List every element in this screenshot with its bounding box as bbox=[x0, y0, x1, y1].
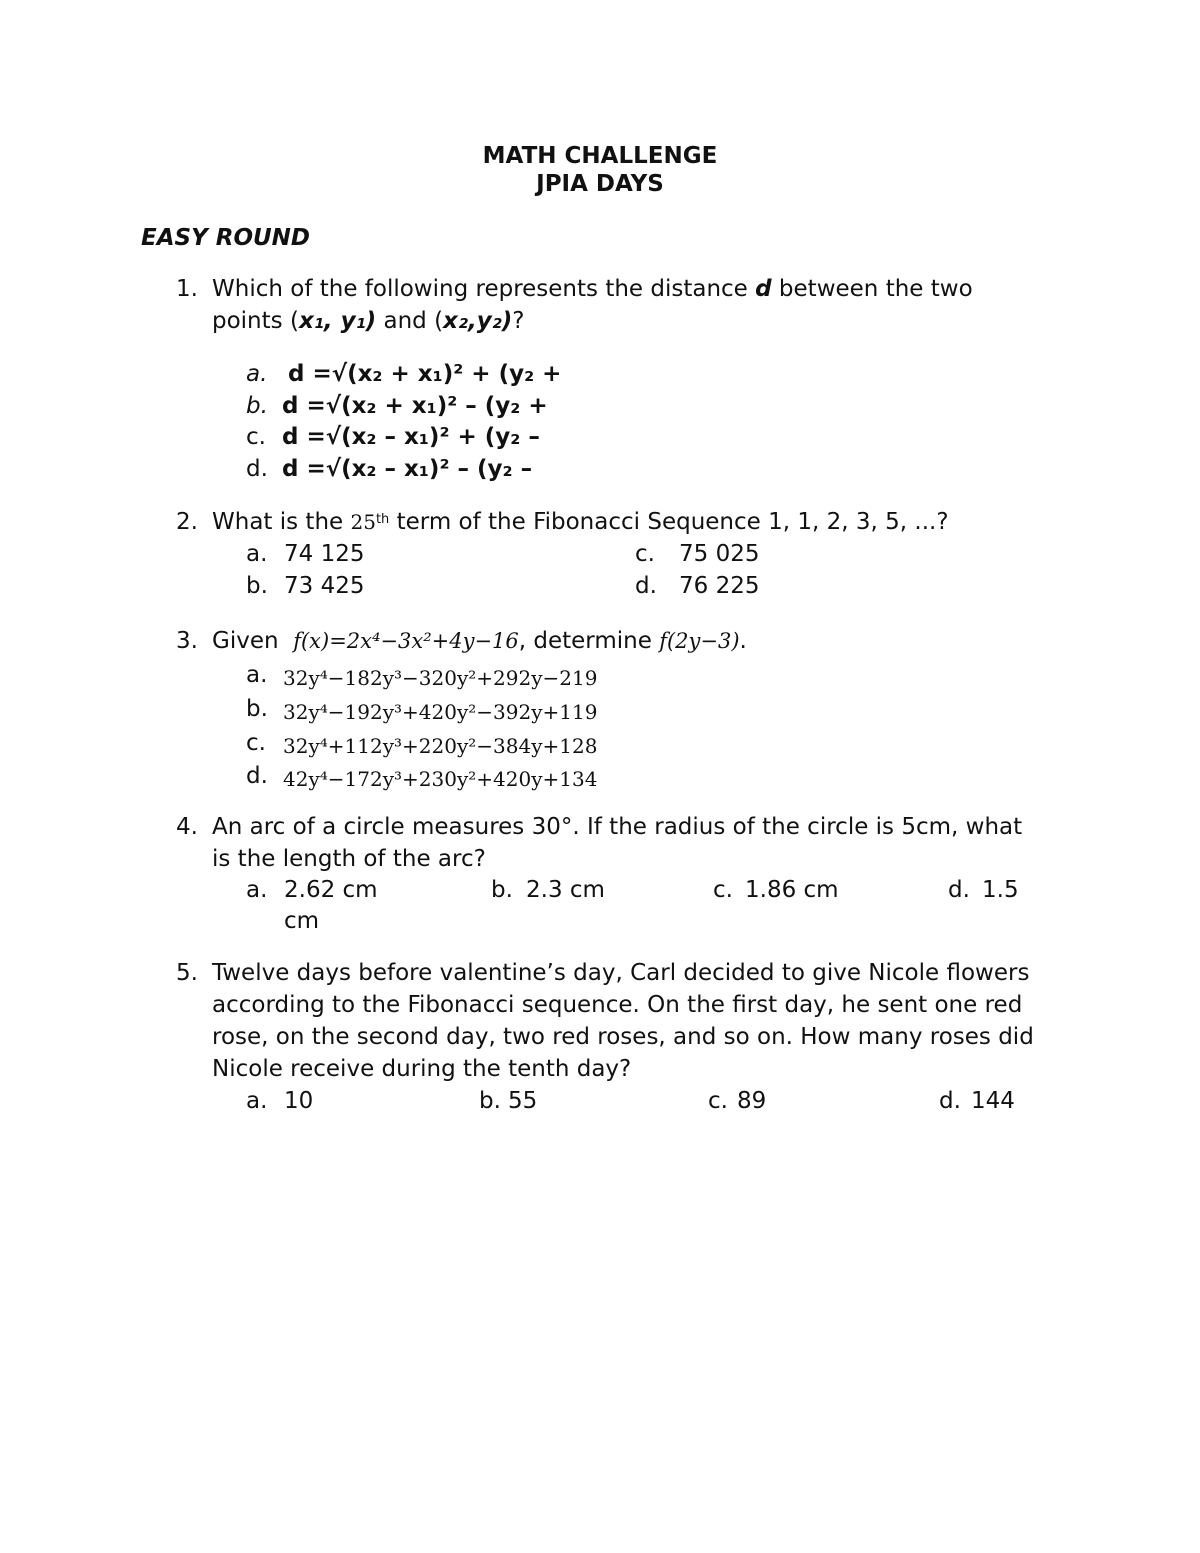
q2-text: What is the 25th term of the Fibonacci Sequence 1, 1, 2, 3, 5, ...? bbox=[212, 509, 949, 535]
q5-option-b-label: b. bbox=[479, 1088, 501, 1114]
q1-option-b-label: b. bbox=[246, 393, 268, 419]
q5-text-line1: Twelve days before valentine’s day, Carl decided to give Nicole flowers bbox=[212, 960, 1030, 986]
q1-option-c-formula: d =√(x₂ – x₁)² + (y₂ – bbox=[282, 424, 540, 450]
q4-number: 4. bbox=[176, 814, 198, 840]
document-subtitle: JPIA DAYS bbox=[536, 171, 664, 197]
q1-option-d-formula: d =√(x₂ – x₁)² – (y₂ – bbox=[282, 456, 533, 482]
q4-text-line2: is the length of the arc? bbox=[212, 846, 486, 872]
q1-option-d-label: d. bbox=[246, 456, 268, 482]
q3-option-c-label: c. bbox=[246, 730, 266, 756]
q2-option-a-value: 74 125 bbox=[284, 541, 365, 567]
q1-text-line1: Which of the following represents the distance d between the two bbox=[212, 276, 973, 302]
q1-option-a-formula: d =√(x₂ + x₁)² + (y₂ + bbox=[288, 361, 562, 387]
q2-option-d-label: d. bbox=[635, 573, 657, 599]
q3-option-a-label: a. bbox=[246, 662, 268, 688]
q5-option-c-label: c. bbox=[708, 1088, 728, 1114]
q5-option-b-value: 55 bbox=[508, 1088, 538, 1114]
q1-option-a-label: a. bbox=[246, 361, 268, 387]
q5-text-line3: rose, on the second day, two red roses, and so on. How many roses did bbox=[212, 1024, 1034, 1050]
q3-option-d-expr: 42y⁴−172y³+230y²+420y+134 bbox=[283, 767, 598, 791]
q5-text-line2: according to the Fibonacci sequence. On the first day, he sent one red bbox=[212, 992, 1023, 1018]
q5-option-a-label: a. bbox=[246, 1088, 268, 1114]
q3-option-b-expr: 32y⁴−192y³+420y²−392y+119 bbox=[283, 700, 598, 724]
q3-option-d-label: d. bbox=[246, 763, 268, 789]
q5-option-a-value: 10 bbox=[284, 1088, 314, 1114]
q5-text-line4: Nicole receive during the tenth day? bbox=[212, 1056, 632, 1082]
q1-number: 1. bbox=[176, 276, 198, 302]
q4-option-d-wrap: cm bbox=[284, 908, 320, 934]
q5-option-c-value: 89 bbox=[737, 1088, 767, 1114]
q2-option-d-value: 76 225 bbox=[679, 573, 760, 599]
q2-option-c-value: 75 025 bbox=[679, 541, 760, 567]
q1-option-b-formula: d =√(x₂ + x₁)² – (y₂ + bbox=[282, 393, 548, 419]
section-heading: EASY ROUND bbox=[141, 225, 311, 251]
q2-number: 2. bbox=[176, 509, 198, 535]
q4-option-b-label: b. bbox=[491, 877, 513, 903]
q5-number: 5. bbox=[176, 960, 198, 986]
q4-option-b-value: 2.3 cm bbox=[526, 877, 605, 903]
q2-option-a-label: a. bbox=[246, 541, 268, 567]
q1-text-line2: points (x₁, y₁) and (x₂,y₂)? bbox=[212, 308, 525, 334]
q4-option-a-label: a. bbox=[246, 877, 268, 903]
q4-option-c-value: 1.86 cm bbox=[745, 877, 839, 903]
q3-option-a-expr: 32y⁴−182y³−320y²+292y−219 bbox=[283, 666, 598, 690]
q4-option-d-value: 1.5 bbox=[982, 877, 1019, 903]
document-title: MATH CHALLENGE bbox=[482, 143, 718, 169]
q2-option-c-label: c. bbox=[635, 541, 655, 567]
q3-number: 3. bbox=[176, 628, 198, 654]
q2-option-b-label: b. bbox=[246, 573, 268, 599]
q5-option-d-label: d. bbox=[939, 1088, 961, 1114]
q4-text-line1: An arc of a circle measures 30°. If the radius of the circle is 5cm, what bbox=[212, 814, 1023, 840]
q5-option-d-value: 144 bbox=[971, 1088, 1015, 1114]
q4-option-a-value: 2.62 cm bbox=[284, 877, 378, 903]
q3-option-c-expr: 32y⁴+112y³+220y²−384y+128 bbox=[283, 734, 598, 758]
q4-option-c-label: c. bbox=[713, 877, 733, 903]
q3-option-b-label: b. bbox=[246, 696, 268, 722]
q1-option-c-label: c. bbox=[246, 424, 266, 450]
q3-text: Given f(x)=2x⁴−3x²+4y−16, determine f(2y−3). bbox=[212, 628, 747, 654]
q4-option-d-label: d. bbox=[948, 877, 970, 903]
q2-option-b-value: 73 425 bbox=[284, 573, 365, 599]
